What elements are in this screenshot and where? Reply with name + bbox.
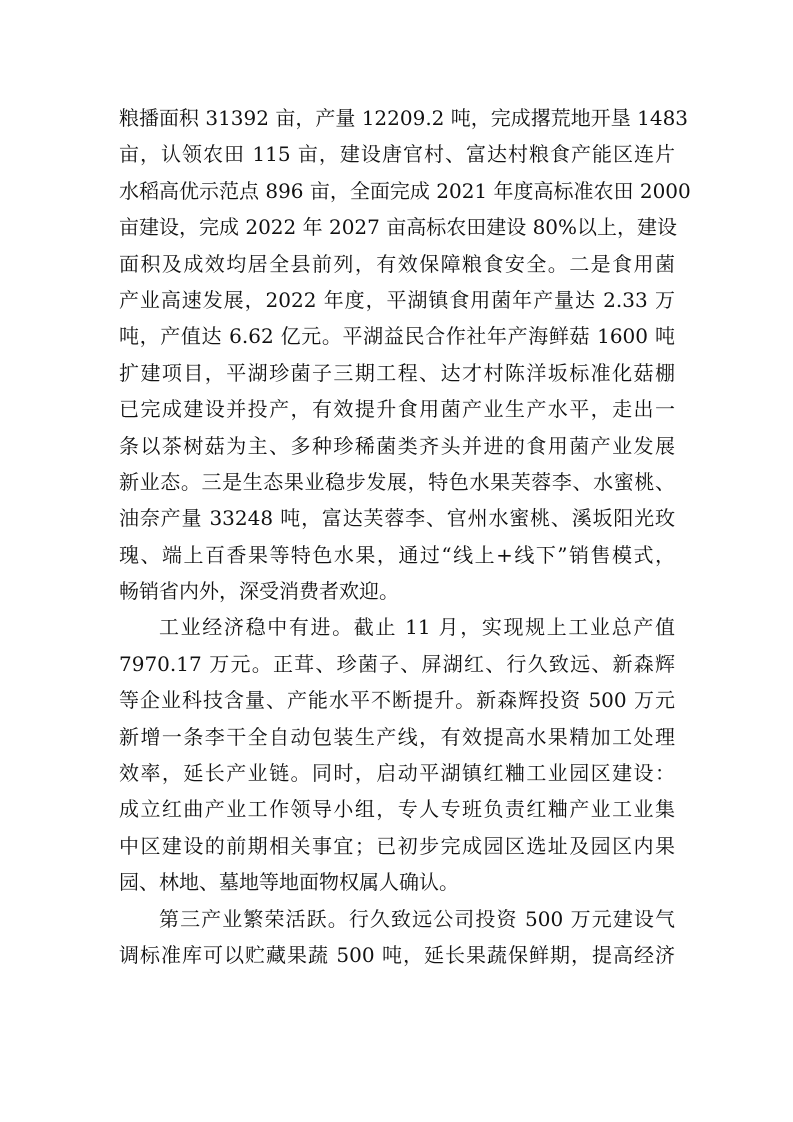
text-line: 产业高速发展，2022 年度，平湖镇食用菌年产量达 2.33 万 <box>119 287 675 312</box>
text-line: 园、林地、墓地等地面物权属人确认。 <box>119 870 459 895</box>
text-line: 成立红曲产业工作领导小组，专人专班负责红粬产业工业集 <box>119 797 675 822</box>
text-line: 扩建项目，平湖珍菌子三期工程、达才村陈洋坂标准化菇棚 <box>119 360 675 385</box>
text-line: 调标准库可以贮藏果蔬 500 吨，延长果蔬保鲜期，提高经济 <box>119 942 675 967</box>
text-line: 瑰、端上百香果等特色水果，通过“线上+线下”销售模式， <box>119 542 675 567</box>
paragraph-start-line: 工业经济稳中有进。截止 11 月，实现规上工业总产值 <box>159 615 675 640</box>
text-line: 油奈产量 33248 吨，富达芙蓉李、官州水蜜桃、溪坂阳光玫 <box>119 506 675 531</box>
text-line: 亩建设，完成 2022 年 2027 亩高标农田建设 80%以上，建设 <box>119 215 678 240</box>
text-line: 新业态。三是生态果业稳步发展，特色水果芙蓉李、水蜜桃、 <box>119 469 675 494</box>
text-line: 新增一条李干全自动包装生产线，有效提高水果精加工处理 <box>119 724 675 749</box>
body-text <box>119 100 691 973</box>
text-line: 粮播面积 31392 亩，产量 12209.2 吨，完成撂荒地开垦 1483 <box>119 106 689 130</box>
text-line: 中区建设的前期相关事宜；已初步完成园区选址及园区内果 <box>119 833 675 858</box>
paragraph-start-line: 第三产业繁荣活跃。行久致远公司投资 500 万元建设气 <box>159 906 675 931</box>
text-line: 水稻高优示范点 896 亩，全面完成 2021 年度高标准农田 2000 <box>119 178 691 203</box>
text-line: 亩，认领农田 115 亩，建设唐官村、富达村粮食产能区连片 <box>119 142 675 167</box>
text-line: 等企业科技含量、产能水平不断提升。新森辉投资 500 万元 <box>119 688 675 713</box>
text-line: 7970.17 万元。正茸、珍菌子、屏湖红、行久致远、新森辉 <box>119 651 675 676</box>
text-line: 已完成建设并投产，有效提升食用菌产业生产水平，走出一 <box>119 397 675 422</box>
text-line: 效率，延长产业链。同时，启动平湖镇红粬工业园区建设： <box>119 761 675 786</box>
text-line: 畅销省内外，深受消费者欢迎。 <box>119 579 399 604</box>
text-line: 条以茶树菇为主、多种珍稀菌类齐头并进的食用菌产业发展 <box>119 433 675 458</box>
text-line: 面积及成效均居全县前列，有效保障粮食安全。二是食用菌 <box>119 251 675 276</box>
text-line: 吨，产值达 6.62 亿元。平湖益民合作社年产海鲜菇 1600 吨 <box>119 324 675 349</box>
